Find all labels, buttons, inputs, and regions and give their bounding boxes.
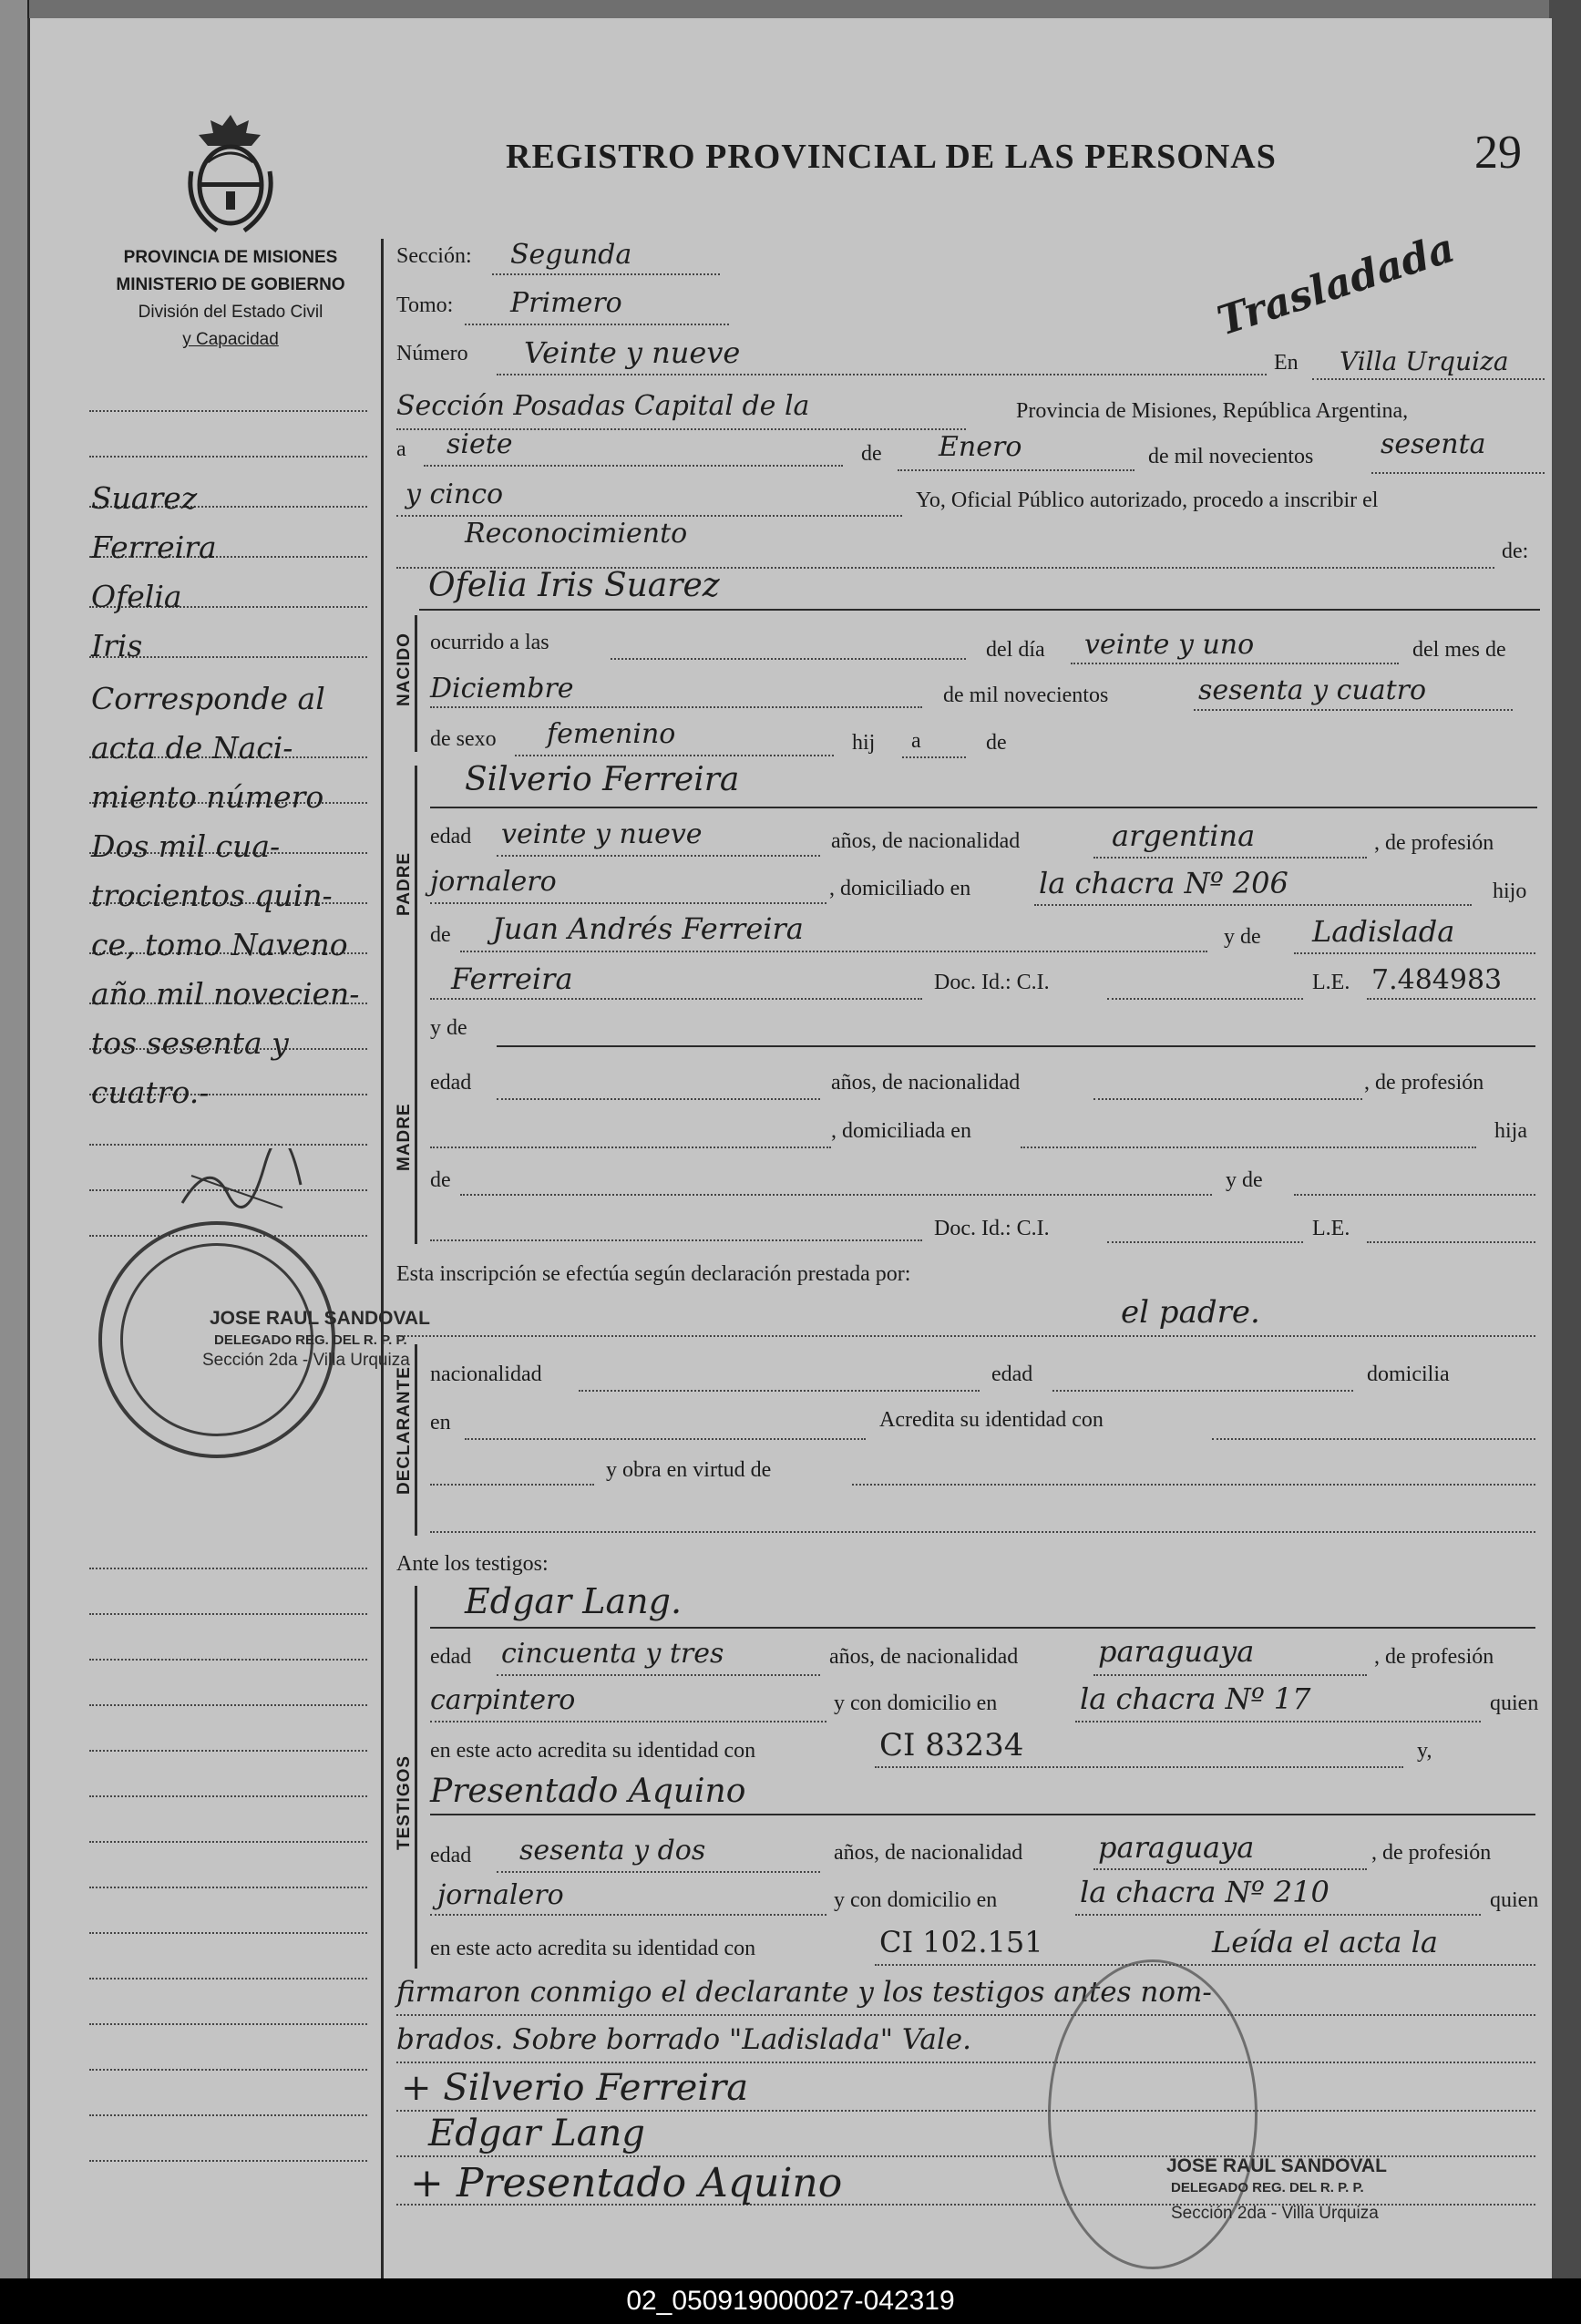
padre-nac-line bbox=[1093, 857, 1367, 859]
t2-edad-label: edad bbox=[430, 1844, 472, 1867]
cierre-line-1: Leída el acta la bbox=[1212, 1925, 1438, 1959]
seccion-line bbox=[492, 273, 720, 275]
margin-note-line: Suarez bbox=[91, 480, 198, 516]
t2-nacionalidad-value: paraguaya bbox=[1098, 1830, 1255, 1865]
t1-y-label: y, bbox=[1417, 1739, 1432, 1763]
margin-scribble-icon bbox=[173, 1148, 310, 1221]
madre-anios-label: años, de nacionalidad bbox=[831, 1071, 1021, 1095]
madre-de-label: de bbox=[430, 1168, 451, 1192]
declarante-prestada-value: el padre. bbox=[1121, 1294, 1260, 1331]
dia-value: siete bbox=[447, 428, 513, 460]
mil-label: de mil novecientos bbox=[1148, 445, 1314, 468]
nacido-mes-value: Diciembre bbox=[430, 673, 574, 704]
mes-line bbox=[898, 469, 1134, 471]
t1-anios-label: años, de nacionalidad bbox=[829, 1645, 1019, 1669]
padre-le-label: L.E. bbox=[1312, 971, 1350, 994]
declarante-en-line bbox=[465, 1438, 866, 1440]
madre-nombre-line bbox=[497, 1045, 1535, 1047]
agency-division: División del Estado Civil bbox=[138, 303, 323, 322]
t1-domicilio-label: y con domicilio en bbox=[834, 1692, 998, 1715]
anio2-line bbox=[396, 515, 902, 517]
padre-edad-line bbox=[497, 855, 820, 857]
en-line bbox=[1312, 378, 1545, 380]
madre-bracket bbox=[415, 1007, 417, 1244]
padre-profesion-value: jornalero bbox=[430, 866, 557, 898]
t1-domicilio-value: la chacra Nº 17 bbox=[1080, 1681, 1311, 1716]
tomo-label: Tomo: bbox=[396, 293, 454, 317]
stamp-right-section: Sección 2da - Villa Urquiza bbox=[1171, 2204, 1379, 2223]
margin-line bbox=[89, 1932, 367, 1934]
margin-note-line: ce, tomo Naveno bbox=[91, 927, 348, 962]
t2-anios-label: años, de nacionalidad bbox=[834, 1841, 1023, 1865]
t2-acredita-label: en este acto acredita su identidad con bbox=[430, 1937, 756, 1960]
margin-note-line: tos sesenta y bbox=[91, 1025, 289, 1061]
margin-line bbox=[89, 1568, 367, 1569]
padre-hijo-label: hijo bbox=[1493, 879, 1527, 903]
padre-domiciliado-label: , domiciliado en bbox=[829, 877, 971, 900]
padre-le-line bbox=[1367, 998, 1535, 1000]
margin-line bbox=[89, 1659, 367, 1661]
padre-prof-line bbox=[430, 902, 826, 904]
coat-of-arms-icon bbox=[180, 108, 281, 244]
agency-capacity: y Capacidad bbox=[182, 330, 279, 349]
nombre-value: Ofelia Iris Suarez bbox=[428, 567, 720, 604]
margin-line bbox=[89, 2160, 367, 2162]
signature-rule-1 bbox=[396, 2110, 1535, 2112]
margin-line bbox=[89, 1613, 367, 1615]
declarante-intro: Esta inscripción se efectúa según declaración prestada por: bbox=[396, 1262, 911, 1286]
nacido-mes-line bbox=[430, 706, 922, 708]
numero-value: Veinte y nueve bbox=[524, 335, 741, 370]
del-mes-label: del mes de bbox=[1412, 638, 1506, 662]
numero-line bbox=[497, 374, 1267, 375]
padre-edad-value: veinte y nueve bbox=[501, 818, 703, 850]
padre-madre-value-1: Ladislada bbox=[1312, 914, 1455, 949]
margin-line bbox=[89, 2114, 367, 2116]
hij-line bbox=[902, 756, 966, 758]
declarante-acredita-label: Acredita su identidad con bbox=[879, 1408, 1104, 1432]
t2-nombre-value: Presentado Aquino bbox=[430, 1773, 746, 1810]
nacido-dia-line bbox=[1071, 663, 1399, 664]
hij-value: a bbox=[911, 729, 921, 753]
padre-de-line bbox=[460, 951, 1207, 952]
padre-y-de-line bbox=[1294, 952, 1535, 954]
margin-line bbox=[89, 1750, 367, 1752]
place-value: Sección Posadas Capital de la bbox=[396, 390, 810, 422]
declarante-obra-pre-line bbox=[430, 1484, 594, 1486]
de-colon-label: de: bbox=[1502, 540, 1529, 563]
madre-y-de-label: y de bbox=[430, 1016, 467, 1040]
madre-row5-line bbox=[430, 1239, 922, 1241]
stamp-right-role: DELEGADO REG. DEL R. P. P. bbox=[1171, 2180, 1364, 2195]
margin-divider bbox=[381, 239, 384, 2280]
margin-line bbox=[89, 1841, 367, 1843]
margin-note-line: acta de Naci- bbox=[91, 730, 293, 766]
madre-edad-line bbox=[497, 1098, 820, 1100]
tomo-line bbox=[465, 324, 729, 325]
agency-province: PROVINCIA DE MISIONES bbox=[123, 248, 338, 267]
provincia-text: Provincia de Misiones, República Argentina, bbox=[1016, 399, 1409, 423]
en-label: En bbox=[1274, 351, 1299, 375]
nombre-line bbox=[419, 609, 1540, 611]
madre-de-line bbox=[460, 1194, 1212, 1196]
madre-profesion-label: , de profesión bbox=[1364, 1071, 1484, 1095]
madre-le-label: L.E. bbox=[1312, 1217, 1350, 1240]
mes-value: Enero bbox=[939, 431, 1022, 463]
hora-line bbox=[611, 658, 966, 660]
madre-y-de-line bbox=[1294, 1194, 1535, 1196]
t1-profesion-label: , de profesión bbox=[1374, 1645, 1494, 1669]
oficial-text: Yo, Oficial Público autorizado, procedo a inscribir el bbox=[916, 488, 1379, 512]
anio-line bbox=[1371, 472, 1545, 474]
t2-quien-label: quien bbox=[1490, 1888, 1539, 1912]
madre-domiciliada-label: , domiciliada en bbox=[831, 1119, 971, 1143]
madre-hija-label: hija bbox=[1494, 1119, 1527, 1143]
padre-nombre-line bbox=[430, 807, 1537, 808]
declarante-nac-line bbox=[579, 1390, 980, 1392]
stamp-right-name: JOSE RAUL SANDOVAL bbox=[1166, 2155, 1387, 2176]
cierre-line-rule-1 bbox=[396, 2014, 1535, 2016]
cierre-line-2: firmaron conmigo el declarante y los testigos antes nom- bbox=[396, 1976, 1212, 2009]
nacido-anio-value: sesenta y cuatro bbox=[1198, 674, 1427, 706]
margin-line bbox=[89, 410, 367, 412]
padre-edad-label: edad bbox=[430, 825, 472, 848]
declarante-bracket bbox=[415, 1344, 417, 1536]
padre-doc-label: Doc. Id.: C.I. bbox=[934, 971, 1050, 994]
scan-right-edge bbox=[1549, 0, 1581, 2288]
declarante-edad-label: edad bbox=[991, 1363, 1033, 1386]
acto-value: Reconocimiento bbox=[465, 518, 688, 550]
scan-footer-id: 02_050919000027-042319 bbox=[0, 2278, 1581, 2324]
margin-note bbox=[91, 474, 374, 1117]
padre-ci-line bbox=[1107, 998, 1303, 1000]
padre-madre2-line bbox=[430, 998, 922, 1000]
padre-profesion-label: , de profesión bbox=[1374, 831, 1494, 855]
padre-de-value: Juan Andrés Ferreira bbox=[492, 911, 804, 946]
cierre-line-3: brados. Sobre borrado "Ladislada" Vale. bbox=[396, 2023, 971, 2056]
margin-note-line: cuatro.- bbox=[91, 1075, 210, 1110]
declarante-domicilia-label: domicilia bbox=[1367, 1363, 1450, 1386]
t1-profesion-value: carpintero bbox=[430, 1684, 576, 1716]
margin-note-line: Corresponde al bbox=[91, 681, 325, 716]
anio-value-1: sesenta bbox=[1381, 428, 1486, 460]
signature-2: Edgar Lang bbox=[428, 2113, 645, 2154]
margin-note-line: miento número bbox=[91, 779, 324, 815]
madre-dom-line bbox=[1021, 1147, 1476, 1148]
t1-quien-label: quien bbox=[1490, 1692, 1539, 1715]
t1-prof-line bbox=[430, 1721, 826, 1722]
declarante-extra-line bbox=[430, 1531, 1535, 1533]
madre-section-label: MADRE bbox=[395, 1103, 414, 1171]
margin-line bbox=[89, 1144, 367, 1146]
padre-dom-line bbox=[1034, 904, 1472, 906]
anio-value-2: y cinco bbox=[406, 478, 504, 510]
padre-bracket bbox=[415, 766, 417, 1007]
padre-le-value: 7.484983 bbox=[1371, 964, 1503, 996]
margin-line bbox=[89, 456, 367, 458]
margin-line bbox=[89, 2023, 367, 2025]
t2-nac-line bbox=[1093, 1868, 1367, 1870]
stamp-left-section: Sección 2da - Villa Urquiza bbox=[202, 1351, 410, 1370]
margin-note-line: Ofelia bbox=[91, 579, 182, 614]
en-value: Villa Urquiza bbox=[1340, 346, 1509, 376]
agency-ministry: MINISTERIO DE GOBIERNO bbox=[116, 275, 345, 294]
dia-line bbox=[424, 465, 843, 467]
testigos-bracket bbox=[415, 1586, 417, 1969]
sexo-label: de sexo bbox=[430, 727, 497, 751]
t1-doc-value: CI 83234 bbox=[879, 1727, 1024, 1764]
declarante-nombre-line bbox=[396, 1335, 1535, 1337]
declarante-nacionalidad-label: nacionalidad bbox=[430, 1363, 542, 1386]
stamp-left-name: JOSE RAUL SANDOVAL bbox=[210, 1308, 430, 1329]
numero-label: Número bbox=[396, 342, 468, 365]
margin-note-line: Dos mil cua- bbox=[91, 828, 281, 864]
ocurrido-label: ocurrido a las bbox=[430, 631, 549, 654]
t2-domicilio-label: y con domicilio en bbox=[834, 1888, 998, 1912]
t1-nacionalidad-value: paraguaya bbox=[1098, 1634, 1255, 1669]
t2-domicilio-value: la chacra Nº 210 bbox=[1080, 1875, 1329, 1909]
t1-doc-line bbox=[875, 1766, 1403, 1768]
nacido-section-label: NACIDO bbox=[395, 632, 414, 706]
sexo-value: femenino bbox=[547, 718, 676, 750]
margin-line bbox=[89, 1887, 367, 1888]
t2-edad-value: sesenta y dos bbox=[519, 1835, 706, 1866]
a-label: a bbox=[396, 437, 406, 461]
t1-nac-line bbox=[1093, 1674, 1367, 1676]
madre-y-de-label-2: y de bbox=[1226, 1168, 1263, 1192]
scan-left-edge bbox=[0, 0, 29, 2288]
del-dia-label: del día bbox=[986, 638, 1045, 662]
t2-profesion-value: jornalero bbox=[437, 1879, 564, 1911]
declarante-en-label: en bbox=[430, 1411, 451, 1435]
declarante-obra-label: y obra en virtud de bbox=[606, 1458, 772, 1482]
trasladada-annotation: Trasladada bbox=[1212, 224, 1461, 345]
document-title: REGISTRO PROVINCIAL DE LAS PERSONAS bbox=[506, 138, 1277, 176]
t2-prof-line bbox=[430, 1914, 826, 1916]
t2-nombre-line bbox=[430, 1814, 1535, 1815]
declarante-obra-line bbox=[852, 1484, 1535, 1486]
t1-edad-label: edad bbox=[430, 1645, 472, 1669]
nacido-anio-line bbox=[1194, 709, 1513, 711]
t2-dom-line bbox=[1075, 1914, 1481, 1916]
madre-doc-label: Doc. Id.: C.I. bbox=[934, 1217, 1050, 1240]
padre-anios-label: años, de nacionalidad bbox=[831, 829, 1021, 853]
madre-edad-label: edad bbox=[430, 1071, 472, 1095]
margin-line bbox=[89, 1978, 367, 1980]
padre-y-de-label: y de bbox=[1224, 925, 1261, 949]
signature-3: + Presentado Aquino bbox=[410, 2160, 843, 2206]
margin-note-line: Ferreira bbox=[91, 530, 217, 565]
padre-nacionalidad-value: argentina bbox=[1112, 818, 1256, 853]
agency-block bbox=[89, 244, 372, 354]
seccion-label: Sección: bbox=[396, 244, 472, 268]
t1-nombre-line bbox=[430, 1627, 1535, 1629]
margin-line bbox=[89, 2069, 367, 2071]
nacido-dia-value: veinte y uno bbox=[1084, 629, 1255, 661]
padre-domicilio-value: la chacra Nº 206 bbox=[1039, 866, 1288, 900]
seccion-value: Segunda bbox=[510, 239, 632, 271]
t1-edad-line bbox=[497, 1674, 820, 1676]
page-number: 29 bbox=[1474, 127, 1522, 179]
t1-dom-line bbox=[1075, 1721, 1481, 1722]
hij-label: hij bbox=[852, 731, 876, 755]
padre-madre-value-2: Ferreira bbox=[451, 961, 573, 996]
declarante-section-label: DECLARANTE bbox=[395, 1366, 414, 1495]
t2-profesion-label: , de profesión bbox=[1371, 1841, 1492, 1865]
t2-doc-value: CI 102.151 bbox=[879, 1925, 1043, 1959]
madre-le-line bbox=[1367, 1241, 1535, 1243]
margin-note-line: trocientos quin- bbox=[91, 878, 333, 913]
signature-1: + Silverio Ferreira bbox=[401, 2067, 749, 2109]
padre-nombre-value: Silverio Ferreira bbox=[465, 761, 740, 798]
margin-note-line: año mil novecien- bbox=[91, 976, 360, 1012]
t1-nombre-value: Edgar Lang. bbox=[465, 1581, 683, 1621]
sexo-line bbox=[515, 755, 834, 756]
margin-line bbox=[89, 1795, 367, 1797]
testigos-intro: Ante los testigos: bbox=[396, 1552, 549, 1576]
t2-edad-line bbox=[497, 1871, 820, 1873]
padre-de-label: de bbox=[430, 923, 451, 947]
margin-note-line: Iris bbox=[91, 628, 143, 663]
nacido-de-label: de bbox=[986, 731, 1007, 755]
declarante-edad-line bbox=[1052, 1390, 1353, 1392]
declarante-acredita-line bbox=[1212, 1438, 1535, 1440]
t1-acredita-label: en este acto acredita su identidad con bbox=[430, 1739, 756, 1763]
testigos-section-label: TESTIGOS bbox=[395, 1754, 414, 1850]
madre-ci-line bbox=[1107, 1241, 1303, 1243]
madre-prof-line bbox=[430, 1147, 831, 1148]
stamp-left-role: DELEGADO REG. DEL R. P. P. bbox=[214, 1332, 407, 1348]
nacido-bracket bbox=[415, 615, 417, 752]
tomo-value: Primero bbox=[510, 287, 622, 319]
margin-line bbox=[89, 1704, 367, 1706]
cierre-line-rule-2 bbox=[396, 2062, 1535, 2063]
nacido-mil-label: de mil novecientos bbox=[943, 684, 1109, 707]
t2-doc-line bbox=[875, 1964, 1535, 1966]
madre-nac-line bbox=[1093, 1098, 1362, 1100]
t1-edad-value: cincuenta y tres bbox=[501, 1638, 724, 1670]
padre-section-label: PADRE bbox=[395, 851, 414, 916]
de-label: de bbox=[861, 442, 882, 466]
